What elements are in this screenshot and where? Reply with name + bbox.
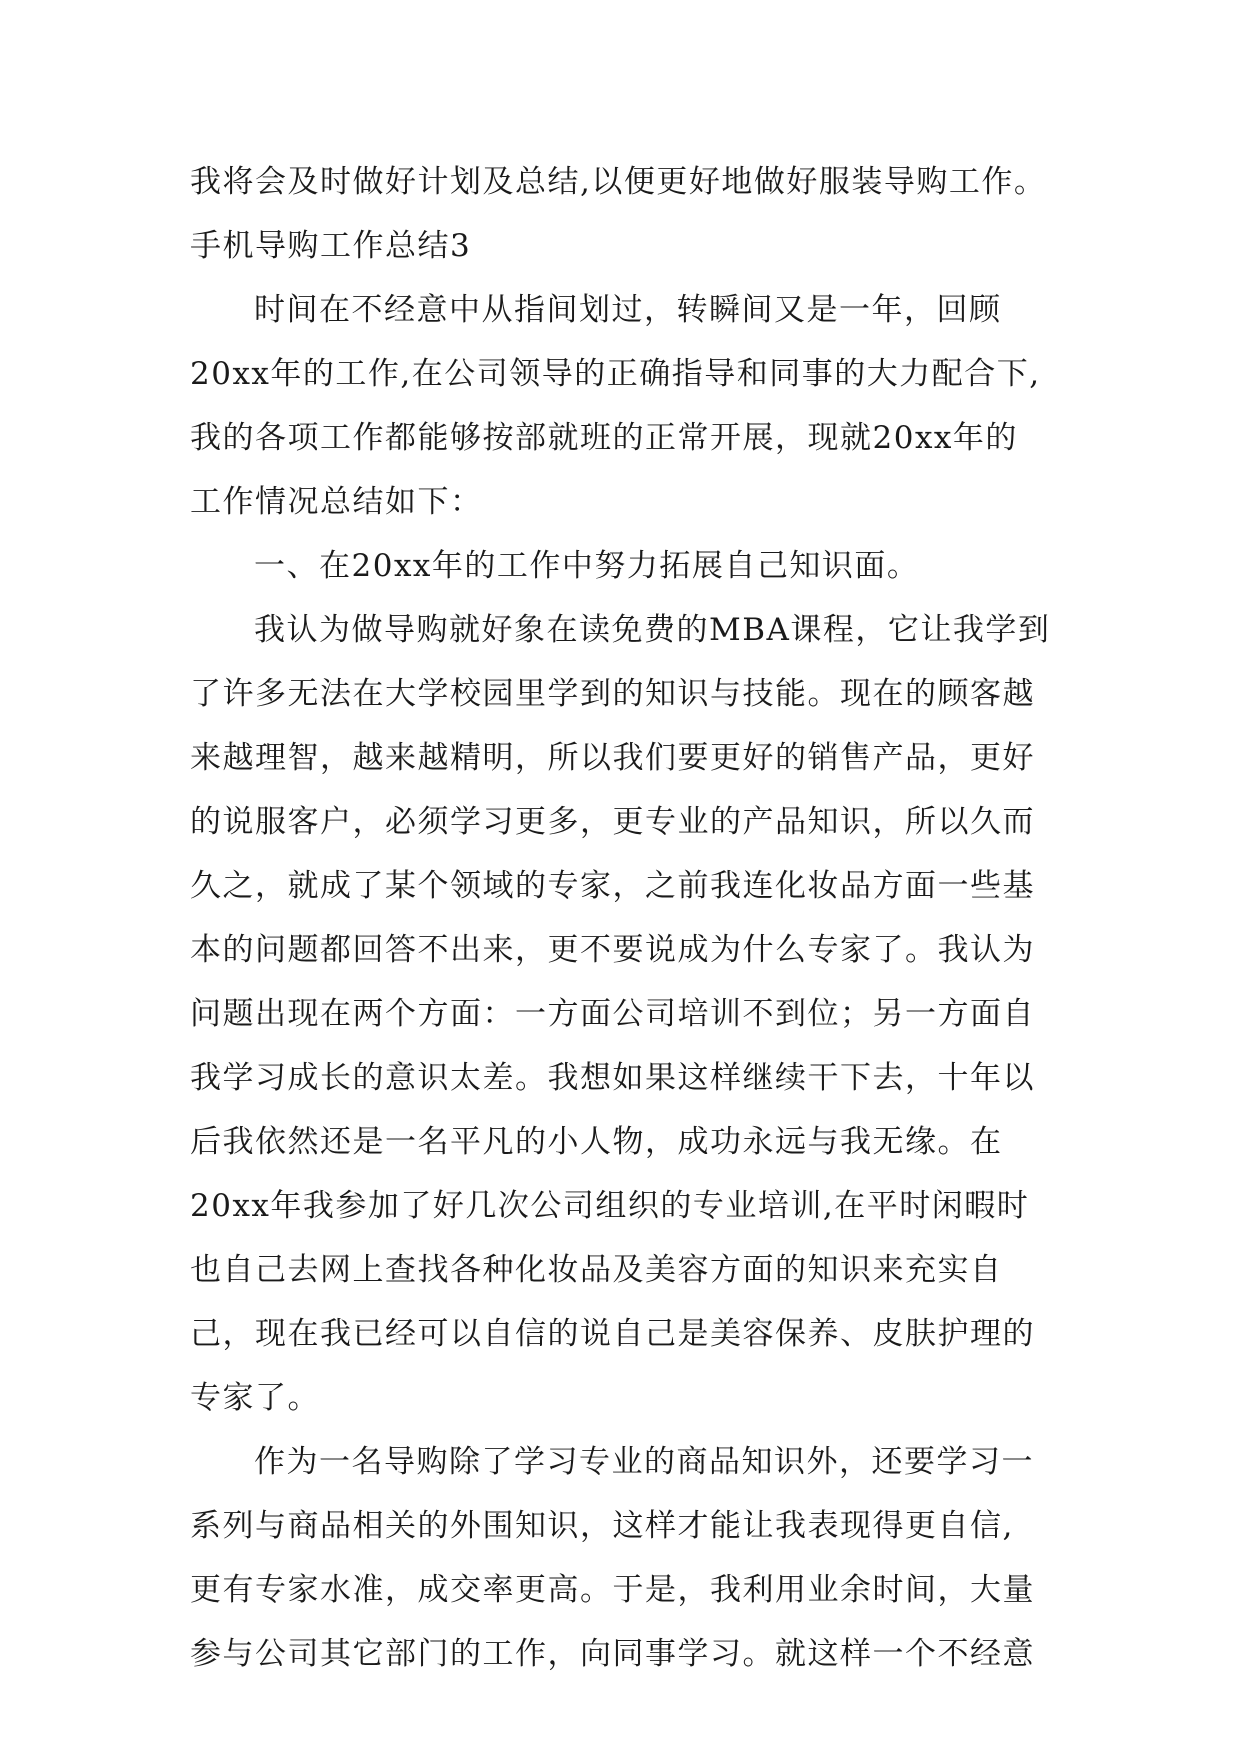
text-line: 来越理智，越来越精明，所以我们要更好的销售产品，更好 <box>190 740 1035 776</box>
text-line: 问题出现在两个方面：一方面公司培训不到位；另一方面自 <box>190 996 1035 1032</box>
text-line: 20xx年我参加了好几次公司组织的专业培训,在平时闲暇时 <box>190 1188 1030 1224</box>
text-line: 专家了。 <box>190 1380 320 1416</box>
text-line: 更有专家水准，成交率更高。于是，我利用业余时间，大量 <box>190 1572 1035 1608</box>
text-line: 我将会及时做好计划及总结,以便更好地做好服装导购工作。 <box>190 164 1047 200</box>
text-line: 己，现在我已经可以自信的说自己是美容保养、皮肤护理的 <box>190 1316 1035 1352</box>
text-line: 也自己去网上查找各种化妆品及美容方面的知识来充实自 <box>190 1252 1003 1288</box>
text-line: 了许多无法在大学校园里学到的知识与技能。现在的顾客越 <box>190 676 1035 712</box>
text-line: 20xx年的工作,在公司领导的正确指导和同事的大力配合下, <box>190 356 1041 392</box>
text-line: 后我依然还是一名平凡的小人物，成功永远与我无缘。在 <box>190 1124 1003 1160</box>
text-line: 时间在不经意中从指间划过，转瞬间又是一年，回顾 <box>254 292 1002 328</box>
text-line: 本的问题都回答不出来，更不要说成为什么专家了。我认为 <box>190 932 1035 968</box>
text-line: 工作情况总结如下： <box>190 484 483 520</box>
text-line: 的说服客户，必须学习更多，更专业的产品知识，所以久而 <box>190 804 1035 840</box>
section-heading: 手机导购工作总结3 <box>190 228 472 264</box>
text-line: 我认为做导购就好象在读免费的MBA课程，它让我学到 <box>254 612 1051 648</box>
text-line: 我的各项工作都能够按部就班的正常开展，现就20xx年的 <box>190 420 1018 456</box>
text-line: 久之，就成了某个领域的专家，之前我连化妆品方面一些基 <box>190 868 1035 904</box>
text-line: 参与公司其它部门的工作，向同事学习。就这样一个不经意 <box>190 1636 1035 1672</box>
subheading-line: 一、在20xx年的工作中努力拓展自己知识面。 <box>254 548 920 584</box>
text-line: 系列与商品相关的外围知识，这样才能让我表现得更自信, <box>190 1508 1014 1544</box>
text-line: 作为一名导购除了学习专业的商品知识外，还要学习一 <box>254 1444 1034 1480</box>
text-line: 我学习成长的意识太差。我想如果这样继续干下去，十年以 <box>190 1060 1035 1096</box>
document-body <box>190 150 1120 1686</box>
